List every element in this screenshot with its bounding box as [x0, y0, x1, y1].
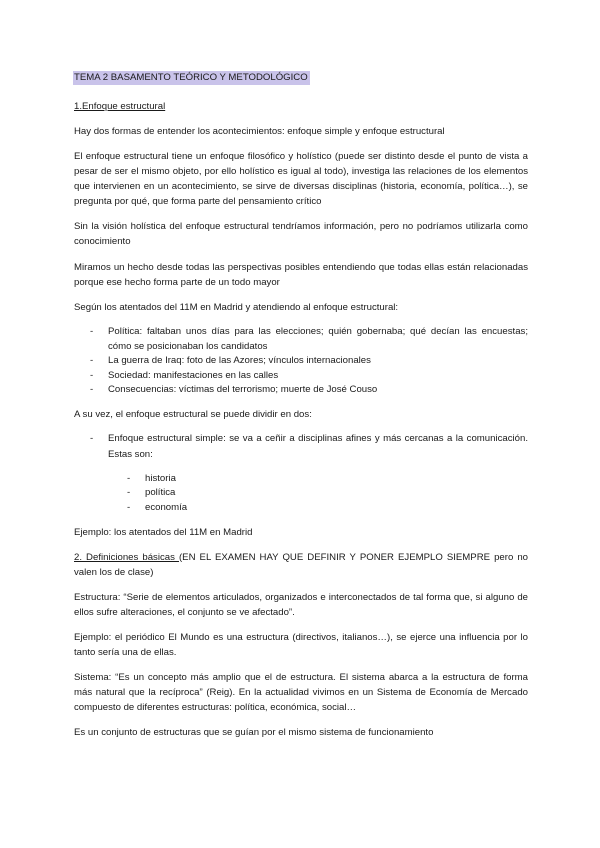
paragraph-sistema: Sistema: “Es un concepto más amplio que el de estructura. El sistema abarca a la estructura de forma más natural que la recíproca” (Reig). En la actualidad vivimos en un Sistema de Economía de Mercado compuesto de diferentes estructuras: política, económica, social…	[74, 672, 528, 713]
paragraph-asuvez: A su vez, el enfoque estructural se puede dividir en dos:	[74, 408, 312, 420]
paragraph-conjunto: Es un conjunto de estructuras que se guían por el mismo sistema de funcionamiento	[74, 727, 434, 738]
list-11m	[74, 325, 528, 398]
paragraph-miramos: Miramos un hecho desde todas las perspectivas posibles entendiendo que todas ellas están relacionadas porque ese hecho forma parte de un todo mayor	[74, 262, 528, 288]
list-item: - Política: faltaban unos días para las elecciones; quién gobernaba; qué decían las encuestas; cómo se posicionaban los candidatos	[74, 325, 528, 354]
section-2-title: 2. Definiciones básicas	[74, 552, 179, 563]
list-disciplinas	[74, 472, 528, 516]
list-item: - La guerra de Iraq: foto de las Azores; vínculos internacionales	[74, 354, 528, 369]
paragraph-vision: Sin la visión holística del enfoque estructural tendríamos información, pero no podríamos utilizarla como conocimiento	[74, 221, 528, 247]
document-title: TEMA 2 BASAMENTO TEÓRICO Y METODOLÓGICO	[74, 72, 308, 83]
paragraph-estructura: Estructura: “Serie de elementos articulados, organizados e interconectados de tal forma que, si alguno de ellos sufre alteraciones, el conjunto se ve afectado”.	[74, 592, 528, 618]
list-item: - Consecuencias: víctimas del terrorismo; muerte de José Couso	[74, 383, 528, 398]
section-2-note: (EN EL EXAMEN HAY QUE DEFINIR Y PONER EJEMPLO SIEMPRE pero no valen los de clase)	[74, 552, 529, 578]
paragraph-ejemplo-11m: Ejemplo: los atentados del 11M en Madrid	[74, 527, 253, 538]
section-1-title: 1.Enfoque estructural	[74, 101, 166, 112]
title-line	[74, 70, 528, 85]
section-heading-2	[74, 550, 528, 580]
list-enfoque-simple	[74, 431, 528, 463]
paragraph-intro: Hay dos formas de entender los acontecimientos: enfoque simple y enfoque estructural	[74, 126, 445, 137]
document-page	[74, 70, 528, 740]
list-item: - economía	[74, 501, 528, 516]
list-item: - política	[74, 486, 528, 501]
section-heading-1	[74, 99, 528, 114]
paragraph-enfoque: El enfoque estructural tiene un enfoque filosófico y holístico (puede ser distinto desde el punto de vista a pesar de ser el mismo objeto, por ello holístico es igual al todo), investiga las relaciones de los elementos que intervienen en un acontecimiento, se sirve de diversas disciplinas (historia, economía, política…), se pregunta por qué, que forma parte del pensamiento crítico	[74, 151, 528, 207]
list-item: - Sociedad: manifestaciones en las calles	[74, 369, 528, 384]
list-item: - historia	[74, 472, 528, 487]
paragraph-ejemplo-mundo: Ejemplo: el periódico El Mundo es una estructura (directivos, italianos…), se ejerce una influencia por lo tanto sería una de ellas.	[74, 632, 528, 658]
paragraph-segun: Según los atentados del 11M en Madrid y atendiendo al enfoque estructural:	[74, 302, 399, 313]
list-item: - Enfoque estructural simple: se va a ceñir a disciplinas afines y más cercanas a la comunicación. Estas son:	[74, 431, 528, 463]
